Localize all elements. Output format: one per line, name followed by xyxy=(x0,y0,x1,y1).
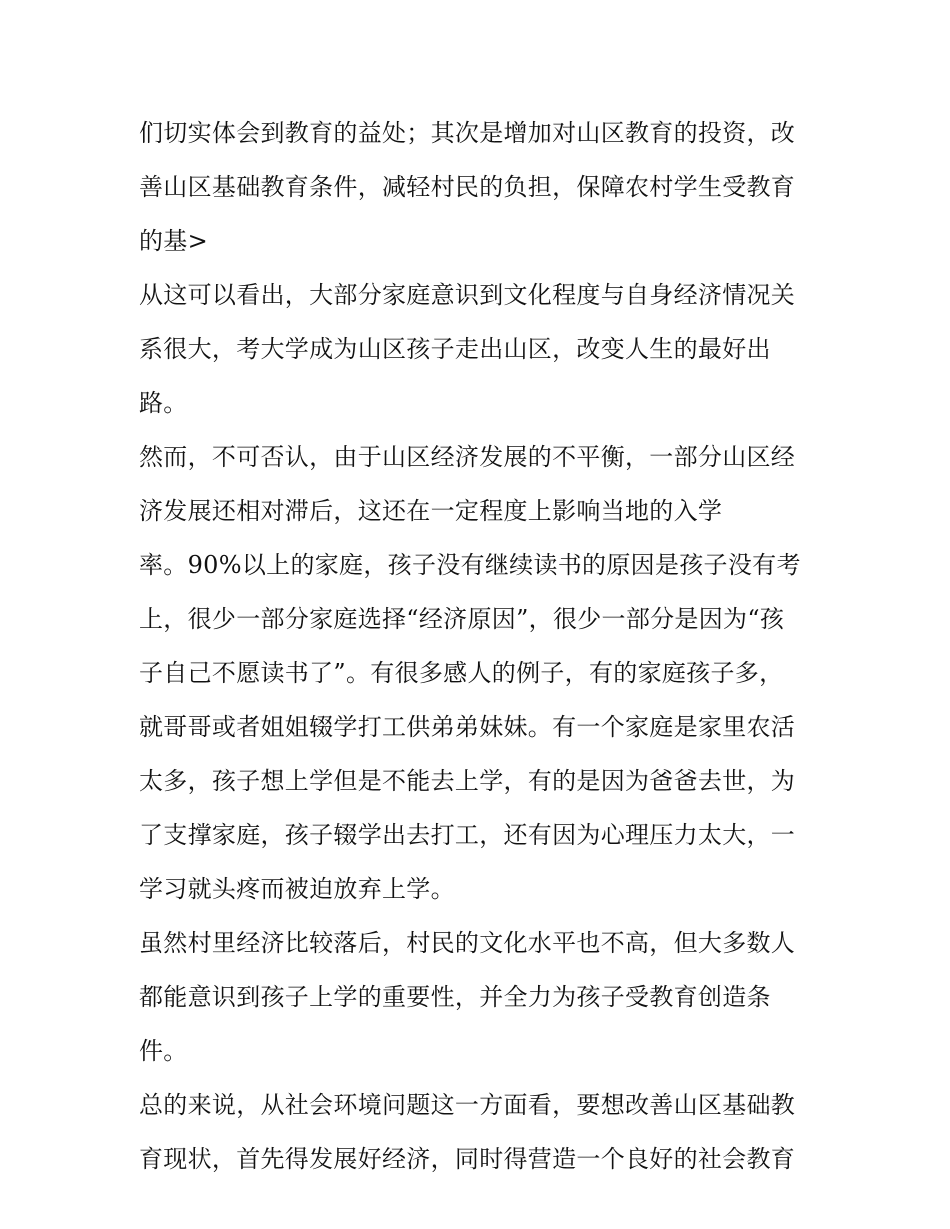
text-line: 济发展还相对滞后，这还在一定程度上影响当地的入学 xyxy=(139,497,723,525)
text-line: 就哥哥或者姐姐辍学打工供弟弟妹妹。有一个家庭是家里农活 xyxy=(139,713,796,741)
text-line: 们切实体会到教育的益处；其次是增加对山区教育的投资，改 xyxy=(139,119,796,147)
text-line: 路。 xyxy=(139,389,188,417)
text-line: 太多，孩子想上学但是不能去上学，有的是因为爸爸去世，为 xyxy=(139,767,796,795)
text-line: 善山区基础教育条件，减轻村民的负担，保障农村学生受教育 xyxy=(139,173,796,201)
paragraph-3 xyxy=(139,430,815,916)
text-line: 系很大，考大学成为山区孩子走出山区，改变人生的最好出 xyxy=(139,335,771,363)
text-line: 学习就头疼而被迫放弃上学。 xyxy=(139,875,455,903)
text-line: 然而，不可否认，由于山区经济发展的不平衡，一部分山区经 xyxy=(139,443,796,471)
text-line: 的基> xyxy=(139,227,209,255)
text-line: 虽然村里经济比较落后，村民的文化水平也不高，但大多数人 xyxy=(139,929,796,957)
text-line: 总的来说，从社会环境问题这一方面看，要想改善山区基础教 xyxy=(139,1091,796,1119)
text-line: 从这可以看出，大部分家庭意识到文化程度与自身经济情况关 xyxy=(139,281,796,309)
text-line: 件。 xyxy=(139,1037,188,1065)
text-line: 育现状，首先得发展好经济，同时得营造一个良好的社会教育 xyxy=(139,1145,796,1173)
text-line: 子自己不愿读书了”。有很多感人的例子，有的家庭孩子多， xyxy=(139,659,784,687)
text-line: 都能意识到孩子上学的重要性，并全力为孩子受教育创造条 xyxy=(139,983,771,1011)
document-body xyxy=(139,106,815,1186)
text-line: 了支撑家庭，孩子辍学出去打工，还有因为心理压力太大，一 xyxy=(139,821,796,849)
text-line: 率。90%以上的家庭，孩子没有继续读书的原因是孩子没有考 xyxy=(139,551,801,579)
paragraph-1 xyxy=(139,106,815,268)
paragraph-4 xyxy=(139,916,815,1078)
text-line: 上，很少一部分家庭选择“经济原因”，很少一部分是因为“孩 xyxy=(139,605,785,633)
paragraph-2 xyxy=(139,268,815,430)
paragraph-5 xyxy=(139,1078,815,1186)
